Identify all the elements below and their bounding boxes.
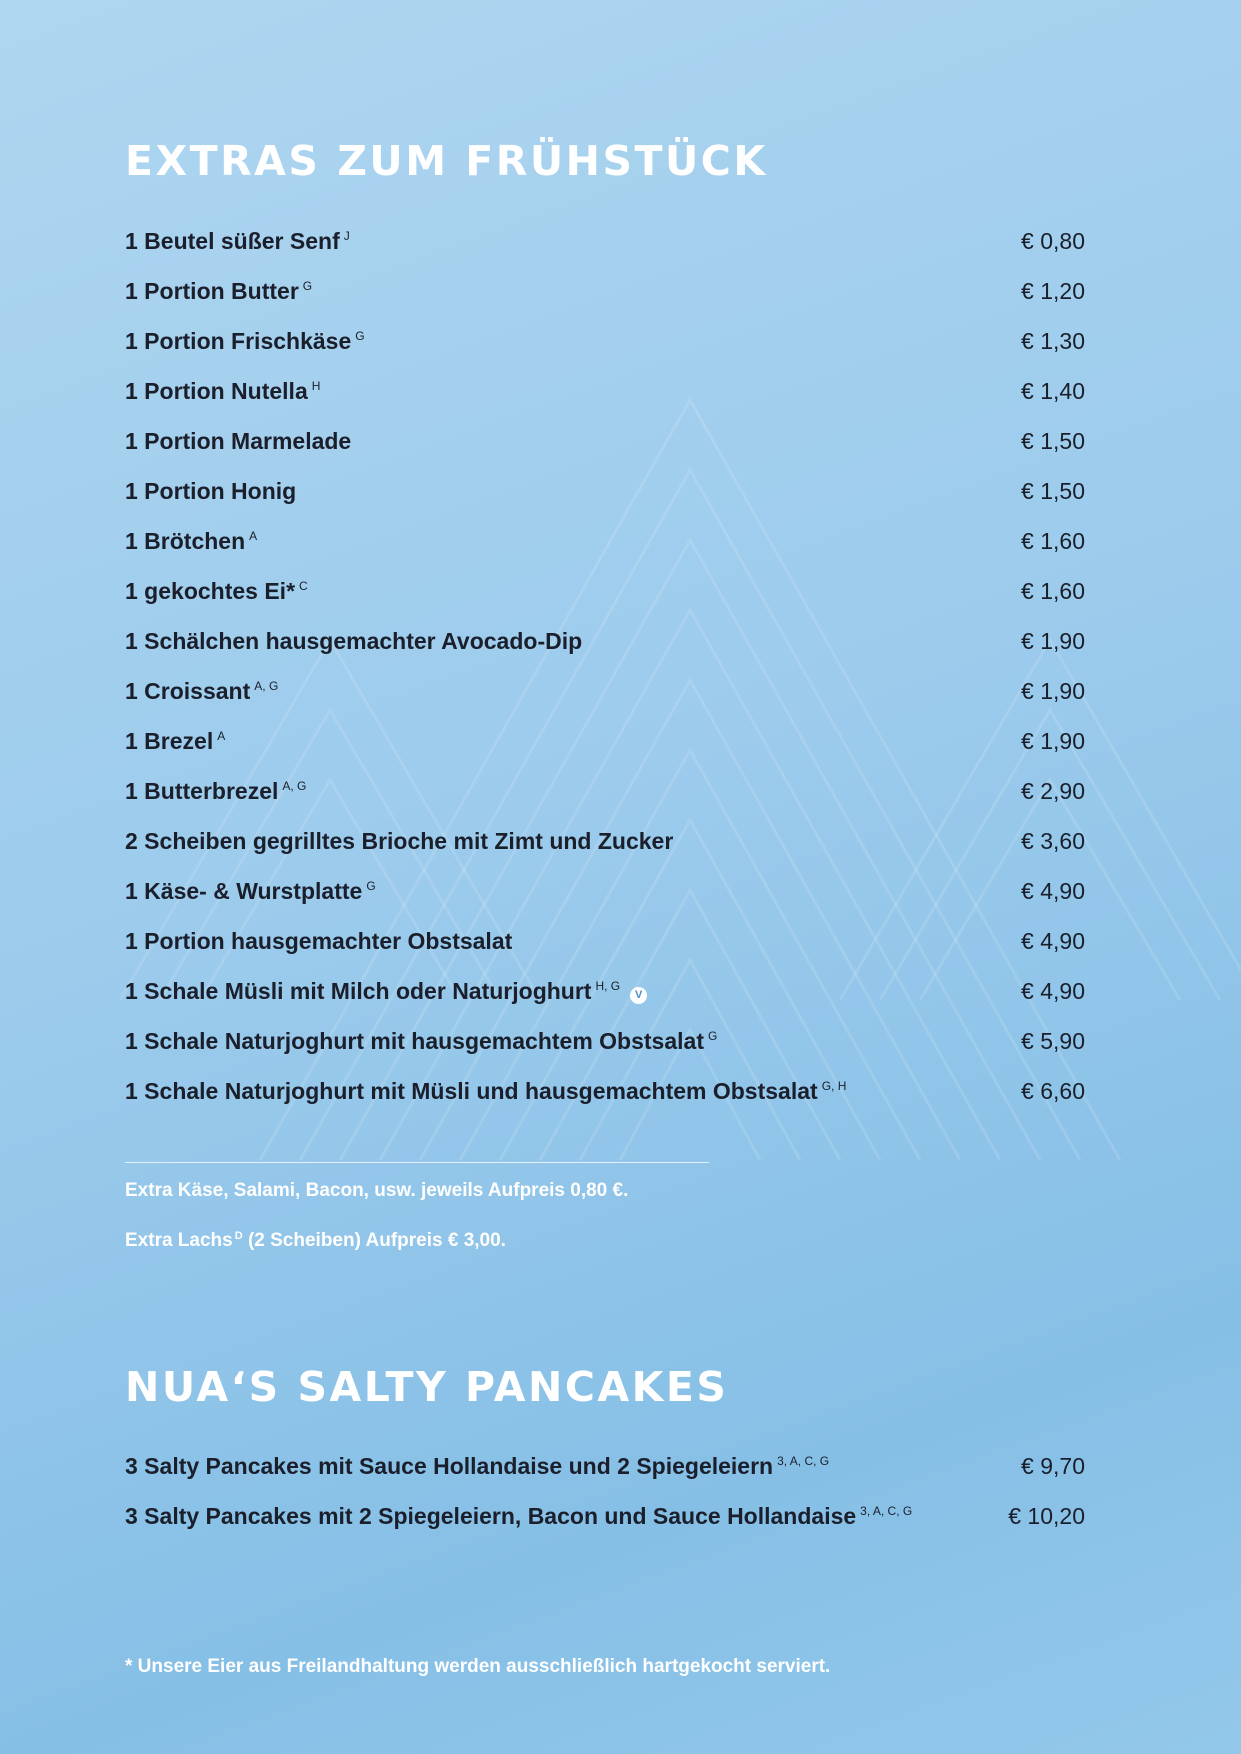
item-label: 1 Portion Marmelade (125, 427, 352, 454)
item-name (125, 1453, 829, 1480)
item-name (125, 528, 257, 555)
item-label: 1 Käse- & Wurstplatte (125, 877, 363, 904)
item-price: € 1,20 (1021, 277, 1085, 304)
menu-item (125, 216, 1085, 266)
menu-item (125, 1491, 1085, 1541)
vegetarian-icon: V (630, 987, 647, 1004)
footnote: * Unsere Eier aus Freilandhaltung werden ausschließlich hartgekocht serviert. (125, 1656, 831, 1677)
menu-item (125, 266, 1085, 316)
allergen-codes: G (366, 878, 376, 893)
item-price: € 1,50 (1021, 477, 1085, 504)
item-price: € 1,30 (1021, 327, 1085, 354)
menu-item (125, 766, 1085, 816)
allergen-codes: A (217, 728, 226, 743)
item-price: € 1,60 (1021, 577, 1085, 604)
item-name (125, 228, 350, 255)
note-2-allergen: D (234, 1230, 243, 1242)
menu-item (125, 566, 1085, 616)
allergen-codes: G, H (821, 1078, 847, 1093)
item-price: € 3,60 (1021, 827, 1085, 854)
allergen-codes: 3, A, C, G (860, 1503, 913, 1518)
item-name (125, 478, 296, 505)
allergen-codes: A, G (282, 778, 307, 793)
item-name (125, 778, 306, 805)
item-name (125, 678, 278, 705)
menu-item (125, 466, 1085, 516)
menu-item (125, 966, 1085, 1016)
item-label: 1 Butterbrezel (125, 777, 279, 804)
menu-item (125, 1441, 1085, 1491)
item-price: € 1,90 (1021, 627, 1085, 654)
menu-item (125, 866, 1085, 916)
item-price: € 4,90 (1021, 877, 1085, 904)
item-name (125, 728, 225, 755)
allergen-codes: G (355, 328, 365, 343)
allergen-codes: 3, A, C, G (777, 1453, 830, 1468)
item-label: 1 Schale Müsli mit Milch oder Naturjoghurt (125, 977, 592, 1004)
item-label: 1 Croissant (125, 677, 251, 704)
note-2-text-a: Extra Lachs (125, 1230, 233, 1251)
item-name (125, 928, 512, 955)
item-price: € 1,90 (1021, 677, 1085, 704)
item-label: 1 Portion Butter (125, 277, 299, 304)
item-label: 3 Salty Pancakes mit 2 Spiegeleiern, Bacon und Sauce Hollandaise (125, 1502, 857, 1529)
extras-note-1: Extra Käse, Salami, Bacon, usw. jeweils Aufpreis 0,80 €. (125, 1180, 629, 1201)
allergen-codes: A, G (254, 678, 279, 693)
allergen-codes: H, G (595, 978, 621, 993)
item-price: € 1,90 (1021, 727, 1085, 754)
item-name (125, 328, 365, 355)
item-price: € 4,90 (1021, 927, 1085, 954)
item-name (125, 878, 376, 905)
item-label: 1 Portion Frischkäse (125, 327, 352, 354)
item-price: € 9,70 (1021, 1452, 1085, 1479)
item-price: € 2,90 (1021, 777, 1085, 804)
allergen-codes: C (299, 578, 308, 593)
item-name (125, 1503, 912, 1530)
item-name (125, 628, 582, 655)
item-label: 2 Scheiben gegrilltes Brioche mit Zimt und Zucker (125, 827, 674, 854)
section-title-extras: EXTRAS ZUM FRÜHSTÜCK (125, 137, 768, 185)
menu-item (125, 516, 1085, 566)
menu-item (125, 316, 1085, 366)
menu-item (125, 916, 1085, 966)
item-name (125, 278, 312, 305)
menu-item (125, 366, 1085, 416)
item-price: € 10,20 (1008, 1502, 1085, 1529)
menu-item (125, 1066, 1085, 1116)
item-label: 1 Beutel süßer Senf (125, 227, 340, 254)
item-price: € 0,80 (1021, 227, 1085, 254)
allergen-codes: A (249, 528, 258, 543)
section-title-pancakes: NUA‘S SALTY PANCAKES (125, 1363, 729, 1411)
divider (125, 1162, 709, 1163)
item-price: € 4,90 (1021, 977, 1085, 1004)
allergen-codes: J (343, 228, 350, 243)
menu-item (125, 616, 1085, 666)
item-label: 1 Portion Nutella (125, 377, 308, 404)
note-2-text-b: (2 Scheiben) Aufpreis € 3,00. (242, 1230, 506, 1251)
item-label: 3 Salty Pancakes mit Sauce Hollandaise und 2 Spiegeleiern (125, 1452, 774, 1479)
item-name (125, 1078, 846, 1105)
item-price: € 6,60 (1021, 1077, 1085, 1104)
item-price: € 1,40 (1021, 377, 1085, 404)
item-name (125, 378, 320, 405)
item-label: 1 Schälchen hausgemachter Avocado-Dip (125, 627, 583, 654)
item-label: 1 Portion hausgemachter Obstsalat (125, 927, 513, 954)
extras-note-2 (125, 1230, 506, 1252)
item-label: 1 Brötchen (125, 527, 246, 554)
extras-list (125, 216, 1085, 1116)
menu-item (125, 1016, 1085, 1066)
item-name (125, 828, 673, 855)
item-name (125, 428, 351, 455)
item-name (125, 978, 647, 1005)
item-label: 1 gekochtes Ei* (125, 577, 296, 604)
pancakes-list (125, 1441, 1085, 1541)
item-label: 1 Brezel (125, 727, 214, 754)
allergen-codes: G (302, 278, 313, 293)
menu-item (125, 416, 1085, 466)
item-name (125, 1028, 717, 1055)
item-label: 1 Schale Naturjoghurt mit Müsli und hausgemachtem Obstsalat (125, 1077, 818, 1104)
item-price: € 1,60 (1021, 527, 1085, 554)
item-label: 1 Schale Naturjoghurt mit hausgemachtem Obstsalat (125, 1027, 704, 1054)
item-price: € 5,90 (1021, 1027, 1085, 1054)
allergen-codes: H (311, 378, 321, 393)
menu-item (125, 816, 1085, 866)
item-price: € 1,50 (1021, 427, 1085, 454)
item-name (125, 578, 308, 605)
allergen-codes: G (707, 1028, 718, 1043)
menu-item (125, 716, 1085, 766)
menu-item (125, 666, 1085, 716)
item-label: 1 Portion Honig (125, 477, 297, 504)
